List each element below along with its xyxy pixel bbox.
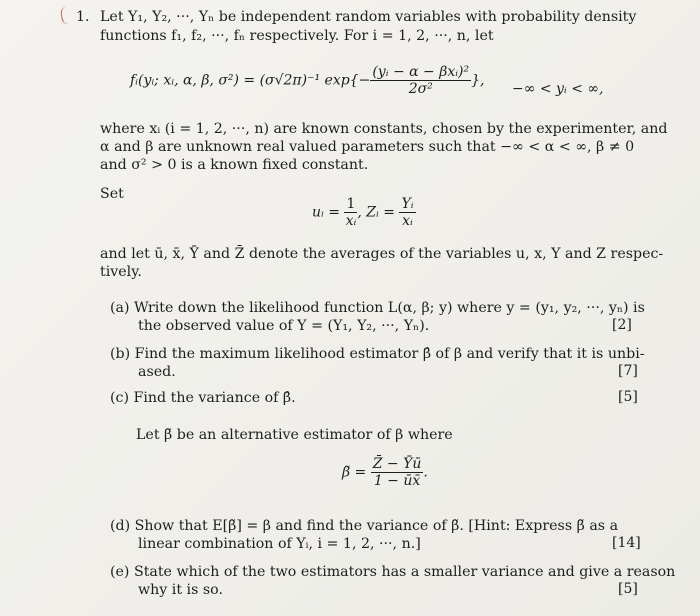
u-lhs: uᵢ = <box>312 204 341 221</box>
part-a-marks: [2] <box>612 317 632 333</box>
u-numerator: 1 <box>346 196 356 212</box>
para-line-1: where xᵢ (i = 1, 2, ···, n) are known constants, chosen by the experimenter, and <box>100 121 668 137</box>
para-line-2: α and β are unknown real valued parameters such that −∞ < α < ∞, β ≠ 0 <box>100 139 635 155</box>
part-e-marks: [5] <box>618 581 638 597</box>
density-equation <box>130 64 484 97</box>
density-denominator: 2σ² <box>408 81 433 97</box>
average-line-2: tively. <box>100 264 142 280</box>
z-denominator: xᵢ <box>402 213 413 229</box>
part-b-line-2: ased. <box>138 364 176 380</box>
beta-tilde-equation <box>342 456 428 489</box>
question-number: 1. <box>76 9 90 25</box>
pen-mark <box>60 5 74 25</box>
part-e-line-2: why it is so. <box>138 582 223 598</box>
part-b-line-1: (b) Find the maximum likelihood estimator β̂ of β and verify that it is unbi- <box>110 346 645 362</box>
z-numerator: Yᵢ <box>401 196 414 212</box>
part-d-line-1: (d) Show that E[β̃] = β and find the variance of β̃. [Hint: Express β̃ as a <box>110 518 619 534</box>
density-numerator: (yᵢ − α − βxᵢ)² <box>372 64 470 80</box>
u-fraction <box>344 196 357 229</box>
part-a-line-1: (a) Write down the likelihood function L(α, β; y) where y = (y₁, y₂, ···, yₙ) is <box>110 300 645 316</box>
intro-line-2: functions f₁, f₂, ···, fₙ respectively. For i = 1, 2, ···, n, let <box>100 28 494 44</box>
set-equation <box>312 196 416 229</box>
average-line-1: and let ū, x̄, Ȳ and Z̄ denote the averages of the variables u, x, Y and Z respec- <box>100 246 664 262</box>
part-a-line-2: the observed value of Y = (Y₁, Y₂, ···, Yₙ). <box>138 318 430 334</box>
part-c-marks: [5] <box>618 389 638 405</box>
density-range: −∞ < yᵢ < ∞, <box>512 81 604 97</box>
beta-fraction <box>371 456 424 489</box>
intro-line-1: Let Y₁, Y₂, ···, Yₙ be independent random variables with probability density <box>100 9 637 25</box>
set-label: Set <box>100 186 124 202</box>
density-tail: }, <box>471 72 485 89</box>
density-fraction <box>370 64 471 97</box>
beta-lhs: β̃ = <box>342 464 367 481</box>
beta-denominator: 1 − ūx̄ <box>373 473 421 489</box>
part-e-line-1: (e) State which of the two estimators has a smaller variance and give a reason <box>110 564 676 580</box>
beta-tail: . <box>423 464 428 481</box>
z-lhs: , Zᵢ = <box>357 204 396 221</box>
part-b-marks: [7] <box>618 363 638 379</box>
part-c-line: (c) Find the variance of β̂. <box>110 390 296 406</box>
density-lhs: fᵢ(yᵢ; xᵢ, α, β, σ²) = (σ√2π)⁻¹ exp{− <box>130 72 371 89</box>
part-d-marks: [14] <box>612 535 641 551</box>
para-line-3: and σ² > 0 is a known fixed constant. <box>100 157 369 173</box>
beta-numerator: Z̄ − Ȳū <box>372 456 422 472</box>
u-denominator: xᵢ <box>345 213 357 229</box>
z-fraction <box>399 196 415 229</box>
part-d-line-2: linear combination of Yᵢ, i = 1, 2, ···, n.] <box>138 536 421 552</box>
alternative-estimator-line: Let β̃ be an alternative estimator of β where <box>136 427 453 443</box>
